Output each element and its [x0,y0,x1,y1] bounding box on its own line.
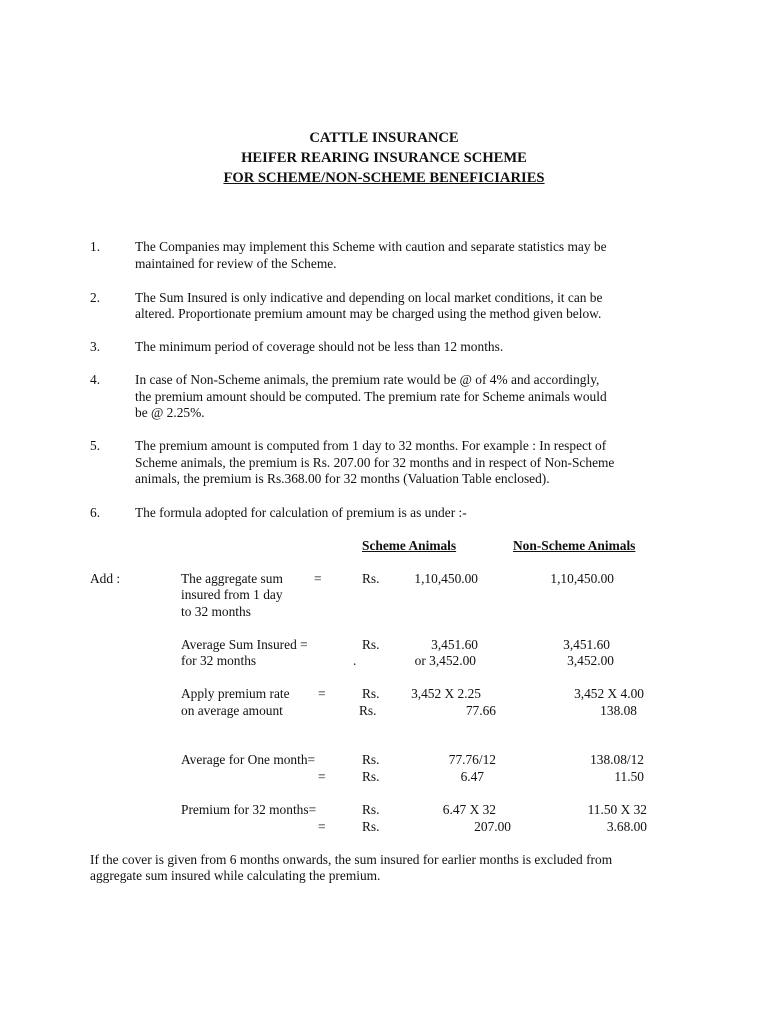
title-line-3 [0,170,768,186]
row-premium-32-eq: = [318,819,326,834]
add-label: Add : [90,571,121,586]
row-month-average-rs-2: Rs. [362,769,380,784]
row-month-average-rs: Rs. [362,752,380,767]
title-line-1: CATTLE INSURANCE [309,130,459,146]
row-premium-32-scheme: 6.47 X 32 [442,802,496,817]
row-average-sum-non-scheme-rounded: 3,452.00 [567,653,614,668]
point-2-line-2: altered. Proportionate premium amount may be charged using the method given below. [135,306,602,321]
row-premium-32-non-scheme-result: 3.68.00 [606,819,647,834]
row-aggregate-rs: Rs. [362,571,380,586]
row-month-average-non-scheme-result: 11.50 [614,769,644,784]
row-premium-rate-rs-2: Rs. [359,703,377,718]
row-average-sum-non-scheme: 3,451.60 [563,637,610,652]
row-premium-rate-eq: = [318,686,326,701]
row-premium-32-desc: Premium for 32 months= [181,802,317,817]
footer-line-2: aggregate sum insured while calculating the premium. [90,868,381,883]
point-2-line-1: The Sum Insured is only indicative and depending on local market conditions, it can be [135,290,603,305]
row-average-sum-desc-2: for 32 months [181,653,257,668]
point-3-number: 3. [90,339,101,354]
point-2-number: 2. [90,290,101,305]
point-3-line-1: The minimum period of coverage should not be less than 12 months. [135,339,504,354]
point-5-line-3: animals, the premium is Rs.368.00 for 32 months (Valuation Table enclosed). [135,471,550,486]
row-aggregate-desc: The aggregate sum [181,571,283,586]
row-aggregate-desc-2: insured from 1 day [181,587,283,602]
row-month-average-scheme: 77.76/12 [448,752,496,767]
row-average-sum-rs: Rs. [362,637,380,652]
title-line-2: HEIFER REARING INSURANCE SCHEME [241,150,527,166]
point-4-line-1: In case of Non-Scheme animals, the premium rate would be @ of 4% and accordingly, [135,372,600,387]
row-premium-32-rs-2: Rs. [362,819,380,834]
row-average-sum-dot: . [353,653,357,668]
row-month-average-scheme-result: 6.47 [460,769,484,784]
row-premium-rate-desc: Apply premium rate [181,686,290,701]
point-6-number: 6. [90,505,101,520]
row-premium-rate-rs: Rs. [362,686,380,701]
row-premium-32-scheme-result: 207.00 [474,819,511,834]
row-premium-32-non-scheme: 11.50 X 32 [587,802,647,817]
point-1-line-1: The Companies may implement this Scheme with caution and separate statistics may be [135,239,607,254]
row-premium-rate-scheme: 3,452 X 2.25 [411,686,481,701]
row-average-sum-scheme-rounded: or 3,452.00 [414,653,476,668]
row-premium-rate-non-scheme: 3,452 X 4.00 [574,686,644,701]
row-premium-32-rs: Rs. [362,802,380,817]
point-6-line-1: The formula adopted for calculation of premium is as under :- [135,505,467,520]
row-month-average-eq: = [318,769,326,784]
row-average-sum-desc: Average Sum Insured = [181,637,308,652]
row-premium-rate-non-scheme-result: 138.08 [600,703,637,718]
point-5-number: 5. [90,438,101,453]
point-5-line-1: The premium amount is computed from 1 day to 32 months. For example : In respect of [135,438,607,453]
point-4-number: 4. [90,372,101,387]
point-1-line-2: maintained for review of the Scheme. [135,256,337,271]
footer-line-1: If the cover is given from 6 months onwards, the sum insured for earlier months is excluded from [90,852,613,867]
row-aggregate-desc-3: to 32 months [181,604,251,619]
row-aggregate-scheme: 1,10,450.00 [414,571,478,586]
row-month-average-non-scheme: 138.08/12 [590,752,644,767]
column-header-scheme: Scheme Animals [362,538,457,553]
row-premium-rate-desc-2: on average amount [181,703,283,718]
row-aggregate-eq: = [314,571,322,586]
column-header-non-scheme: Non-Scheme Animals [513,538,636,553]
point-4-line-3: be @ 2.25%. [135,405,205,420]
row-month-average-desc: Average for One month= [181,752,316,767]
title-line-3-text: FOR SCHEME/NON-SCHEME BENEFICIARIES [223,170,545,186]
point-1-number: 1. [90,239,101,254]
row-aggregate-non-scheme: 1,10,450.00 [550,571,614,586]
point-4-line-2: the premium amount should be computed. The premium rate for Scheme animals would [135,389,607,404]
row-premium-rate-scheme-result: 77.66 [465,703,496,718]
row-average-sum-scheme: 3,451.60 [431,637,478,652]
point-5-line-2: Scheme animals, the premium is Rs. 207.00 for 32 months and in respect of Non-Scheme [135,455,615,470]
